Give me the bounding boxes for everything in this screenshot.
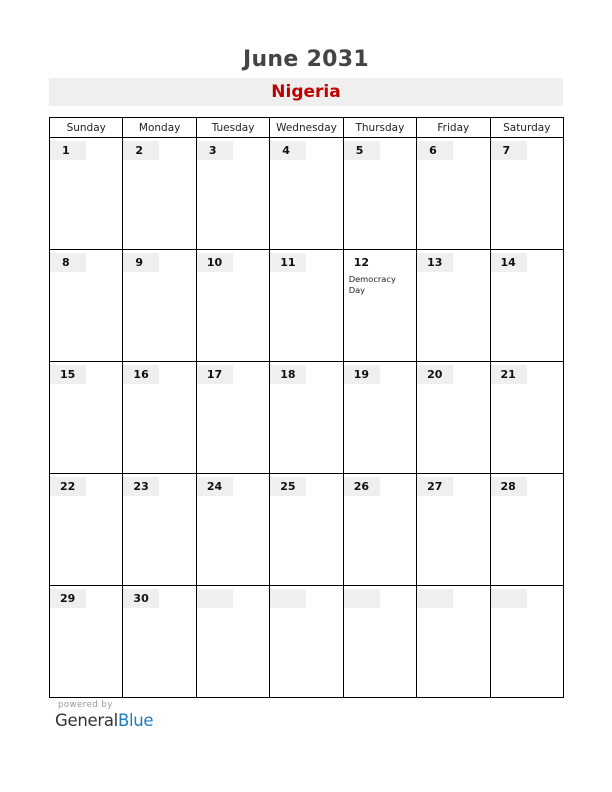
day-cell (417, 474, 490, 586)
day-cell (490, 474, 563, 586)
weekday-monday: Monday (123, 118, 196, 138)
day-cell (123, 474, 196, 586)
day-number: 3 (197, 141, 233, 160)
day-cell (417, 250, 490, 362)
country-name: Nigeria (271, 82, 341, 102)
day-cell-empty (196, 586, 269, 698)
day-cell (196, 138, 269, 250)
day-cell (123, 586, 196, 698)
day-number: 17 (197, 365, 233, 384)
day-number: 22 (50, 477, 86, 496)
weekday-header-row (50, 118, 564, 138)
day-number: 21 (491, 365, 527, 384)
day-number-blank (344, 589, 380, 608)
day-cell-empty (270, 586, 343, 698)
day-number: 14 (491, 253, 527, 272)
week-row (50, 250, 564, 362)
day-number: 11 (270, 253, 306, 272)
day-cell (417, 362, 490, 474)
day-number: 30 (123, 589, 159, 608)
weekday-sunday: Sunday (50, 118, 123, 138)
day-cell-empty (490, 586, 563, 698)
weekday-friday: Friday (417, 118, 490, 138)
footer-branding (55, 700, 153, 730)
day-cell (270, 138, 343, 250)
day-cell (270, 474, 343, 586)
logo-blue-text: Blue (117, 711, 154, 730)
day-number: 5 (344, 141, 380, 160)
day-cell (343, 138, 416, 250)
day-number-blank (270, 589, 306, 608)
day-cell (417, 138, 490, 250)
day-number: 1 (50, 141, 86, 160)
day-cell (343, 362, 416, 474)
week-row (50, 138, 564, 250)
day-number: 23 (123, 477, 159, 496)
day-number: 16 (123, 365, 159, 384)
day-number: 26 (344, 477, 380, 496)
day-number: 15 (50, 365, 86, 384)
week-row (50, 362, 564, 474)
week-row (50, 474, 564, 586)
day-number: 29 (50, 589, 86, 608)
day-number: 12 (344, 253, 380, 272)
day-cell (196, 362, 269, 474)
day-number: 6 (417, 141, 453, 160)
day-cell (490, 138, 563, 250)
day-cell (270, 250, 343, 362)
day-number: 13 (417, 253, 453, 272)
day-number-blank (417, 589, 453, 608)
day-number-blank (491, 589, 527, 608)
day-cell (490, 250, 563, 362)
day-number: 10 (197, 253, 233, 272)
country-banner (49, 78, 563, 106)
calendar-title: June 2031 (242, 47, 370, 72)
day-cell (490, 362, 563, 474)
holiday-label: Democracy Day (348, 274, 396, 295)
week-row (50, 586, 564, 698)
day-number: 20 (417, 365, 453, 384)
day-cell (343, 474, 416, 586)
day-cell-empty (417, 586, 490, 698)
logo-general-text: General (55, 711, 118, 730)
day-number: 7 (491, 141, 527, 160)
day-number: 9 (123, 253, 159, 272)
day-cell (123, 250, 196, 362)
day-cell-empty (343, 586, 416, 698)
day-cell (123, 362, 196, 474)
day-cell (50, 362, 123, 474)
day-cell (196, 474, 269, 586)
generalblue-logo[interactable] (55, 711, 153, 730)
powered-by-text: powered by (58, 700, 113, 710)
day-cell (196, 250, 269, 362)
day-number: 2 (123, 141, 159, 160)
day-cell (50, 250, 123, 362)
day-cell (123, 138, 196, 250)
day-cell (50, 586, 123, 698)
day-number: 4 (270, 141, 306, 160)
weekday-tuesday: Tuesday (196, 118, 269, 138)
day-cell (50, 138, 123, 250)
day-number: 19 (344, 365, 380, 384)
day-cell-holiday (343, 250, 416, 362)
day-number: 25 (270, 477, 306, 496)
day-number: 8 (50, 253, 86, 272)
day-cell (270, 362, 343, 474)
weekday-saturday: Saturday (490, 118, 563, 138)
day-number: 27 (417, 477, 453, 496)
day-number-blank (197, 589, 233, 608)
day-number: 28 (491, 477, 527, 496)
day-cell (50, 474, 123, 586)
weekday-wednesday: Wednesday (270, 118, 343, 138)
month-calendar (49, 117, 564, 698)
day-number: 18 (270, 365, 306, 384)
day-number: 24 (197, 477, 233, 496)
weekday-thursday: Thursday (343, 118, 416, 138)
